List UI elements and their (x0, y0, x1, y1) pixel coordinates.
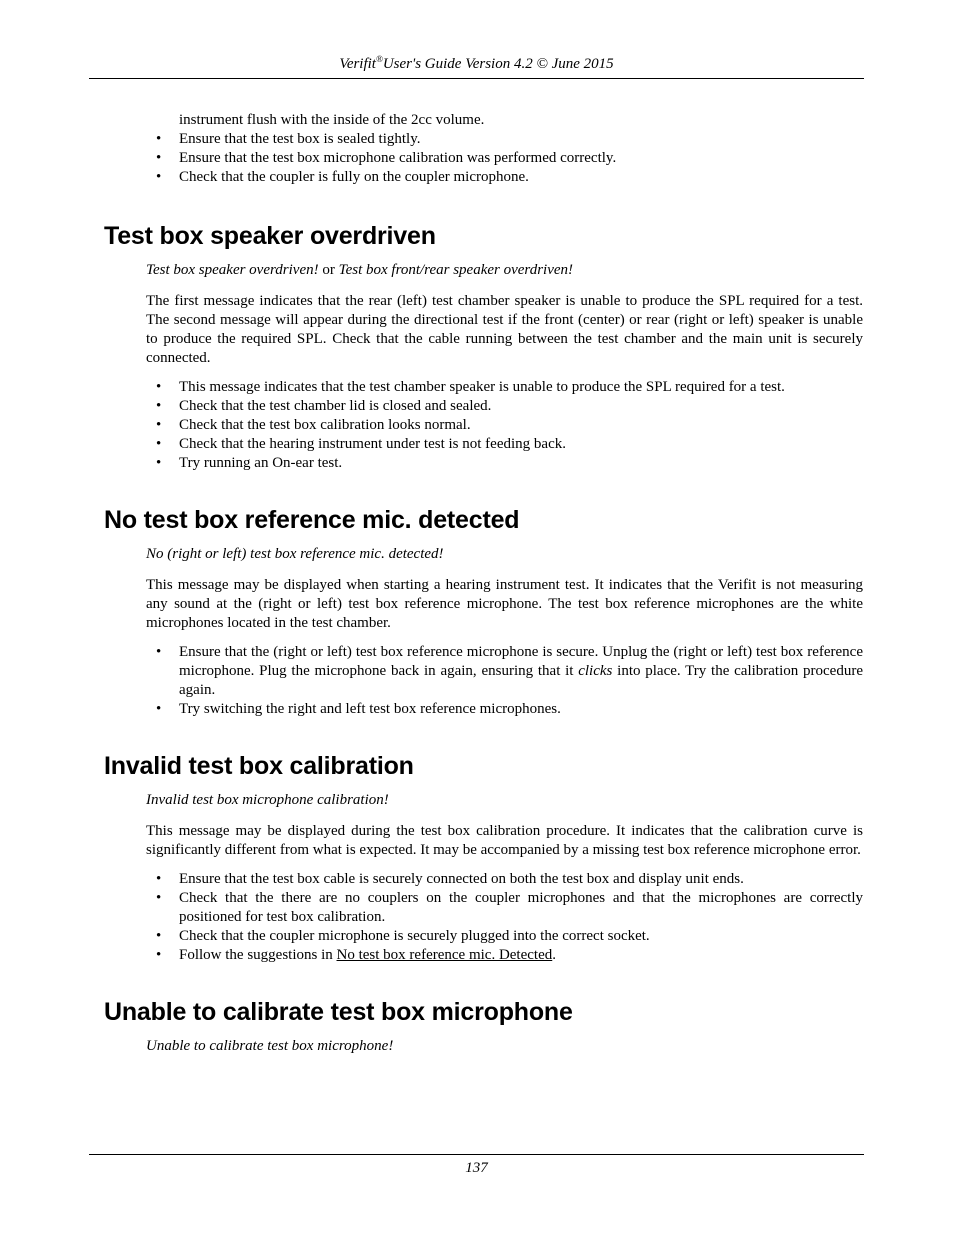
section-bullet-list (146, 870, 863, 965)
section-unable-to-calibrate (104, 997, 863, 1056)
bullet-icon: • (156, 417, 162, 433)
section-bullet-list (146, 643, 863, 719)
section-heading: Unable to calibrate test box microphone (104, 998, 573, 1026)
section-heading: No test box reference mic. detected (104, 506, 520, 534)
list-item: • Ensure that the test box microphone calibration was performed correctly. (156, 150, 617, 166)
section-speaker-overdriven (104, 221, 863, 473)
error-message: No (right or left) test box reference mic. detected! (146, 546, 444, 562)
list-item: • Try switching the right and left test box reference microphones. (156, 701, 561, 717)
intro-bullet-list (146, 130, 863, 187)
bullet-icon: • (156, 947, 162, 963)
continued-bullet-text: instrument flush with the inside of the 2cc volume. (179, 112, 485, 128)
section-heading: Test box speaker overdriven (104, 222, 436, 250)
list-item: • Follow the suggestions in No test box reference mic. Detected. (156, 947, 556, 963)
section-paragraph: The first message indicates that the rear (left) test chamber speaker is unable to produce the SPL required for a test. The second message will appear during the directional test if the front (center) or rear (right or left) speaker is unable to produce the required SPL. Check that the cable running between the test chamber and the main unit is securely connected. (146, 293, 863, 366)
bullet-icon: • (156, 890, 162, 906)
header-brand: Verifit (339, 56, 376, 72)
section-no-reference-mic (104, 505, 863, 719)
bullet-icon: • (156, 131, 162, 147)
error-message: Test box speaker overdriven! or Test box front/rear speaker overdriven! (146, 262, 574, 278)
list-item: • Ensure that the (right or left) test box reference microphone is secure. Unplug the (right or left) test box reference microphone. Plug the microphone back in again, ensuring that it clicks into place. Try the calibration procedure again. (156, 644, 863, 698)
error-message: Unable to calibrate test box microphone! (146, 1038, 394, 1054)
bullet-icon: • (156, 169, 162, 185)
bullet-icon: • (156, 644, 162, 660)
list-item: • Ensure that the test box is sealed tightly. (156, 131, 421, 147)
list-item: • Try running an On-ear test. (156, 455, 343, 471)
page-body (104, 111, 863, 1068)
header-title: User's Guide Version 4.2 © June 2015 (382, 56, 614, 72)
registered-mark: ® (375, 54, 383, 64)
header-rule (89, 78, 864, 79)
section-paragraph: This message may be displayed when starting a hearing instrument test. It indicates that the Verifit is not measuring any sound at the (right or left) test box reference microphone. The test box reference microphones are the white microphones located in the test chamber. (146, 577, 863, 631)
section-bullet-list (146, 378, 863, 473)
bullet-icon: • (156, 398, 162, 414)
cross-reference-link[interactable]: No test box reference mic. Detected (336, 947, 553, 963)
list-item: • Ensure that the test box cable is securely connected on both the test box and display unit ends. (156, 871, 744, 887)
section-heading: Invalid test box calibration (104, 752, 414, 780)
bullet-icon: • (156, 379, 162, 395)
list-item: • This message indicates that the test chamber speaker is unable to produce the SPL required for a test. (156, 379, 785, 395)
list-item: • Check that the test chamber lid is closed and sealed. (156, 398, 492, 414)
list-item: • Check that the test box calibration looks normal. (156, 417, 471, 433)
list-item: • Check that the there are no couplers on the coupler microphones and that the microphones are correctly positioned for test box calibration. (156, 890, 863, 925)
list-item: • Check that the coupler is fully on the coupler microphone. (156, 169, 529, 185)
section-paragraph: This message may be displayed during the test box calibration procedure. It indicates that the calibration curve is significantly different from what is expected. It may be accompanied by a missing test box reference microphone error. (146, 823, 863, 858)
bullet-icon: • (156, 701, 162, 717)
page-number: 137 (465, 1160, 488, 1176)
bullet-icon: • (156, 871, 162, 887)
bullet-icon: • (156, 455, 162, 471)
error-message: Invalid test box microphone calibration! (146, 792, 389, 808)
bullet-icon: • (156, 928, 162, 944)
footer-rule (89, 1154, 864, 1155)
list-item: • Check that the hearing instrument under test is not feeding back. (156, 436, 566, 452)
section-invalid-calibration (104, 751, 863, 965)
page-header (89, 54, 864, 74)
bullet-icon: • (156, 436, 162, 452)
list-item: • Check that the coupler microphone is securely plugged into the correct socket. (156, 928, 650, 944)
bullet-icon: • (156, 150, 162, 166)
